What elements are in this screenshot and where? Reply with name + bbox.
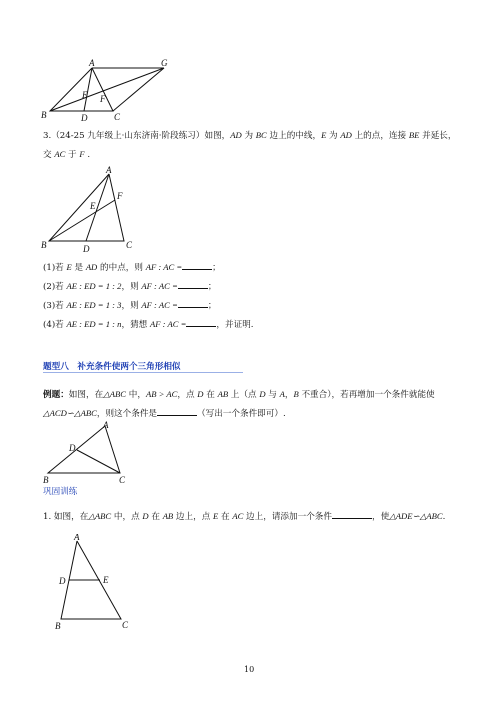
fig1-label-f: F xyxy=(100,94,106,104)
sq-var: E xyxy=(66,262,72,272)
q1-text: 边上，点 xyxy=(173,512,214,522)
ex-text: ， xyxy=(284,390,294,400)
sq-cond: AE : ED = 1 : 3 xyxy=(66,300,122,310)
q1-text: 1. 如图，在 xyxy=(43,512,89,522)
example-line-1 xyxy=(43,388,435,401)
ex-text: ，点 xyxy=(177,390,198,400)
subquestion-2 xyxy=(43,280,216,293)
fig2-label-d: D xyxy=(83,244,90,254)
sq-text: (1)若 xyxy=(43,263,67,273)
sq-text: ，则 xyxy=(121,282,142,292)
answer-blank[interactable] xyxy=(178,299,208,308)
fig4-label-a: A xyxy=(74,534,80,542)
sq-text: ，猜想 xyxy=(121,320,150,330)
fig2-label-f: F xyxy=(117,191,123,201)
fig2-triangle-abc xyxy=(49,174,124,241)
p3-text: 边上的中线， xyxy=(266,131,322,141)
ex-text: ，则这个条件是 xyxy=(96,409,158,419)
answer-blank[interactable] xyxy=(182,261,212,270)
p3-text: 于 xyxy=(65,150,80,160)
p3-ad: AD xyxy=(340,130,352,140)
sq-var: AD xyxy=(85,262,98,272)
ex-text: 与 xyxy=(265,390,280,400)
ex-var: D xyxy=(197,389,204,399)
fig1-label-e: E xyxy=(82,90,88,100)
fig2-label-e: E xyxy=(90,201,96,211)
answer-blank[interactable] xyxy=(332,510,372,519)
q1-similar: △ADE∽△ABC xyxy=(389,511,443,521)
q1-text: . xyxy=(442,512,446,522)
ex-text: （写出一个条件即可）. xyxy=(197,409,286,419)
fig2-label-a: A xyxy=(106,165,112,175)
p3-bc: BC xyxy=(255,130,267,140)
problem-3-line-2 xyxy=(43,148,90,161)
question-1 xyxy=(43,510,445,523)
fig2-label-b: B xyxy=(41,240,47,250)
p3-text: 上的点，连接 xyxy=(351,131,409,141)
fig2-label-c: C xyxy=(126,240,133,250)
sq-ask: AF : AC = xyxy=(149,319,187,329)
q1-var: E xyxy=(213,511,219,521)
sq-cond: AE : ED = 1 : 2 xyxy=(66,281,122,291)
answer-blank[interactable] xyxy=(186,318,216,327)
ex-tri: △ABC xyxy=(103,389,127,399)
fig4-label-c: C xyxy=(122,620,129,630)
example-line-2 xyxy=(43,407,286,420)
figure-1-parallelogram xyxy=(40,58,180,124)
ex-var: D xyxy=(259,389,266,399)
fig1-label-b: B xyxy=(41,110,47,120)
sq-ask: AF : AC = xyxy=(141,300,178,310)
sq-cond: AE : ED = 1 : n xyxy=(66,319,122,329)
fig3-label-a: A xyxy=(103,420,109,430)
figure-3-triangle xyxy=(40,420,130,488)
consolidate-title: 巩固训练 xyxy=(43,487,78,497)
section-8-title: 题型八 补充条件使两个三角形相似 xyxy=(43,362,181,372)
ex-text: 如图，在 xyxy=(68,390,104,400)
q1-var: AB xyxy=(162,511,174,521)
sq-text: ，并证明. xyxy=(216,320,254,330)
p3-e: E xyxy=(321,130,327,140)
p3-ac: AC xyxy=(54,149,66,159)
p3-text: . xyxy=(84,150,91,160)
fig2-line-bf xyxy=(49,200,115,241)
sq-text: (3)若 xyxy=(43,301,67,311)
sq-text: 的中点，则 xyxy=(97,263,146,273)
q1-tri: △ABC xyxy=(88,511,112,521)
q1-var: AC xyxy=(232,511,244,521)
answer-blank[interactable] xyxy=(157,407,197,416)
sq-text: ，则 xyxy=(121,301,142,311)
fig4-label-d: D xyxy=(59,576,66,586)
problem-3-line-1 xyxy=(43,129,457,142)
fig1-label-c: C xyxy=(114,112,121,122)
p3-f: F xyxy=(79,149,85,159)
answer-blank[interactable] xyxy=(178,280,208,289)
p3-be: BE xyxy=(408,130,420,140)
figure-2-triangle xyxy=(40,165,140,255)
sq-text: (2)若 xyxy=(43,282,67,292)
q1-var: D xyxy=(142,511,149,521)
fig1-line-bg xyxy=(50,68,164,111)
section-8-underline xyxy=(43,372,243,373)
ex-text: 上（点 xyxy=(228,390,260,400)
fig1-line-gc xyxy=(113,68,164,111)
ex-text: 在 xyxy=(203,390,218,400)
page-number: 10 xyxy=(244,665,255,674)
ex-similar: △ACD∽△ABC xyxy=(43,408,97,418)
p3-text: 3.（24-25 九年级上·山东济南·阶段练习）如图， xyxy=(43,131,231,141)
subquestion-3 xyxy=(43,299,216,312)
p3-text: 为 xyxy=(241,131,256,141)
sq-text: (4)若 xyxy=(43,320,67,330)
ex-var: AB xyxy=(217,389,229,399)
subquestion-1 xyxy=(43,261,221,274)
fig3-label-d: D xyxy=(69,443,76,453)
sq-text: ； xyxy=(207,301,217,311)
ex-cond: AB > AC xyxy=(145,389,178,399)
q1-text: 中，点 xyxy=(111,512,143,522)
sq-text: ； xyxy=(207,282,217,292)
ex-text: 中， xyxy=(126,390,146,400)
ex-var: A xyxy=(279,389,285,399)
q1-text: ，使 xyxy=(372,512,390,522)
fig1-label-a: A xyxy=(89,58,95,68)
fig1-label-d: D xyxy=(81,113,88,123)
sq-ask: AF : AC = xyxy=(145,262,183,272)
q1-text: 边上，请添加一个条件 xyxy=(243,512,332,522)
q1-text: 在 xyxy=(148,512,163,522)
p3-ad: AD xyxy=(230,130,242,140)
figure-4-triangle xyxy=(48,534,143,634)
fig3-label-b: B xyxy=(43,475,49,485)
p3-text: 并延长， xyxy=(419,131,457,141)
ex-var: B xyxy=(293,389,299,399)
sq-text: ； xyxy=(212,263,221,273)
fig1-label-g: G xyxy=(161,58,168,68)
fig3-label-c: C xyxy=(119,475,126,485)
fig4-label-b: B xyxy=(55,621,61,631)
q1-text: 在 xyxy=(218,512,233,522)
p3-text: 为 xyxy=(326,131,341,141)
example-label: 例题： xyxy=(43,390,69,400)
fig4-label-e: E xyxy=(103,575,109,585)
fig3-triangle-abc xyxy=(48,426,120,473)
sq-ask: AF : AC = xyxy=(141,281,178,291)
sq-text: 是 xyxy=(71,263,86,273)
p3-text: 交 xyxy=(43,150,55,160)
subquestion-4 xyxy=(43,318,254,331)
ex-text: 不重合），若再增加一个条件就能使 xyxy=(298,390,435,400)
